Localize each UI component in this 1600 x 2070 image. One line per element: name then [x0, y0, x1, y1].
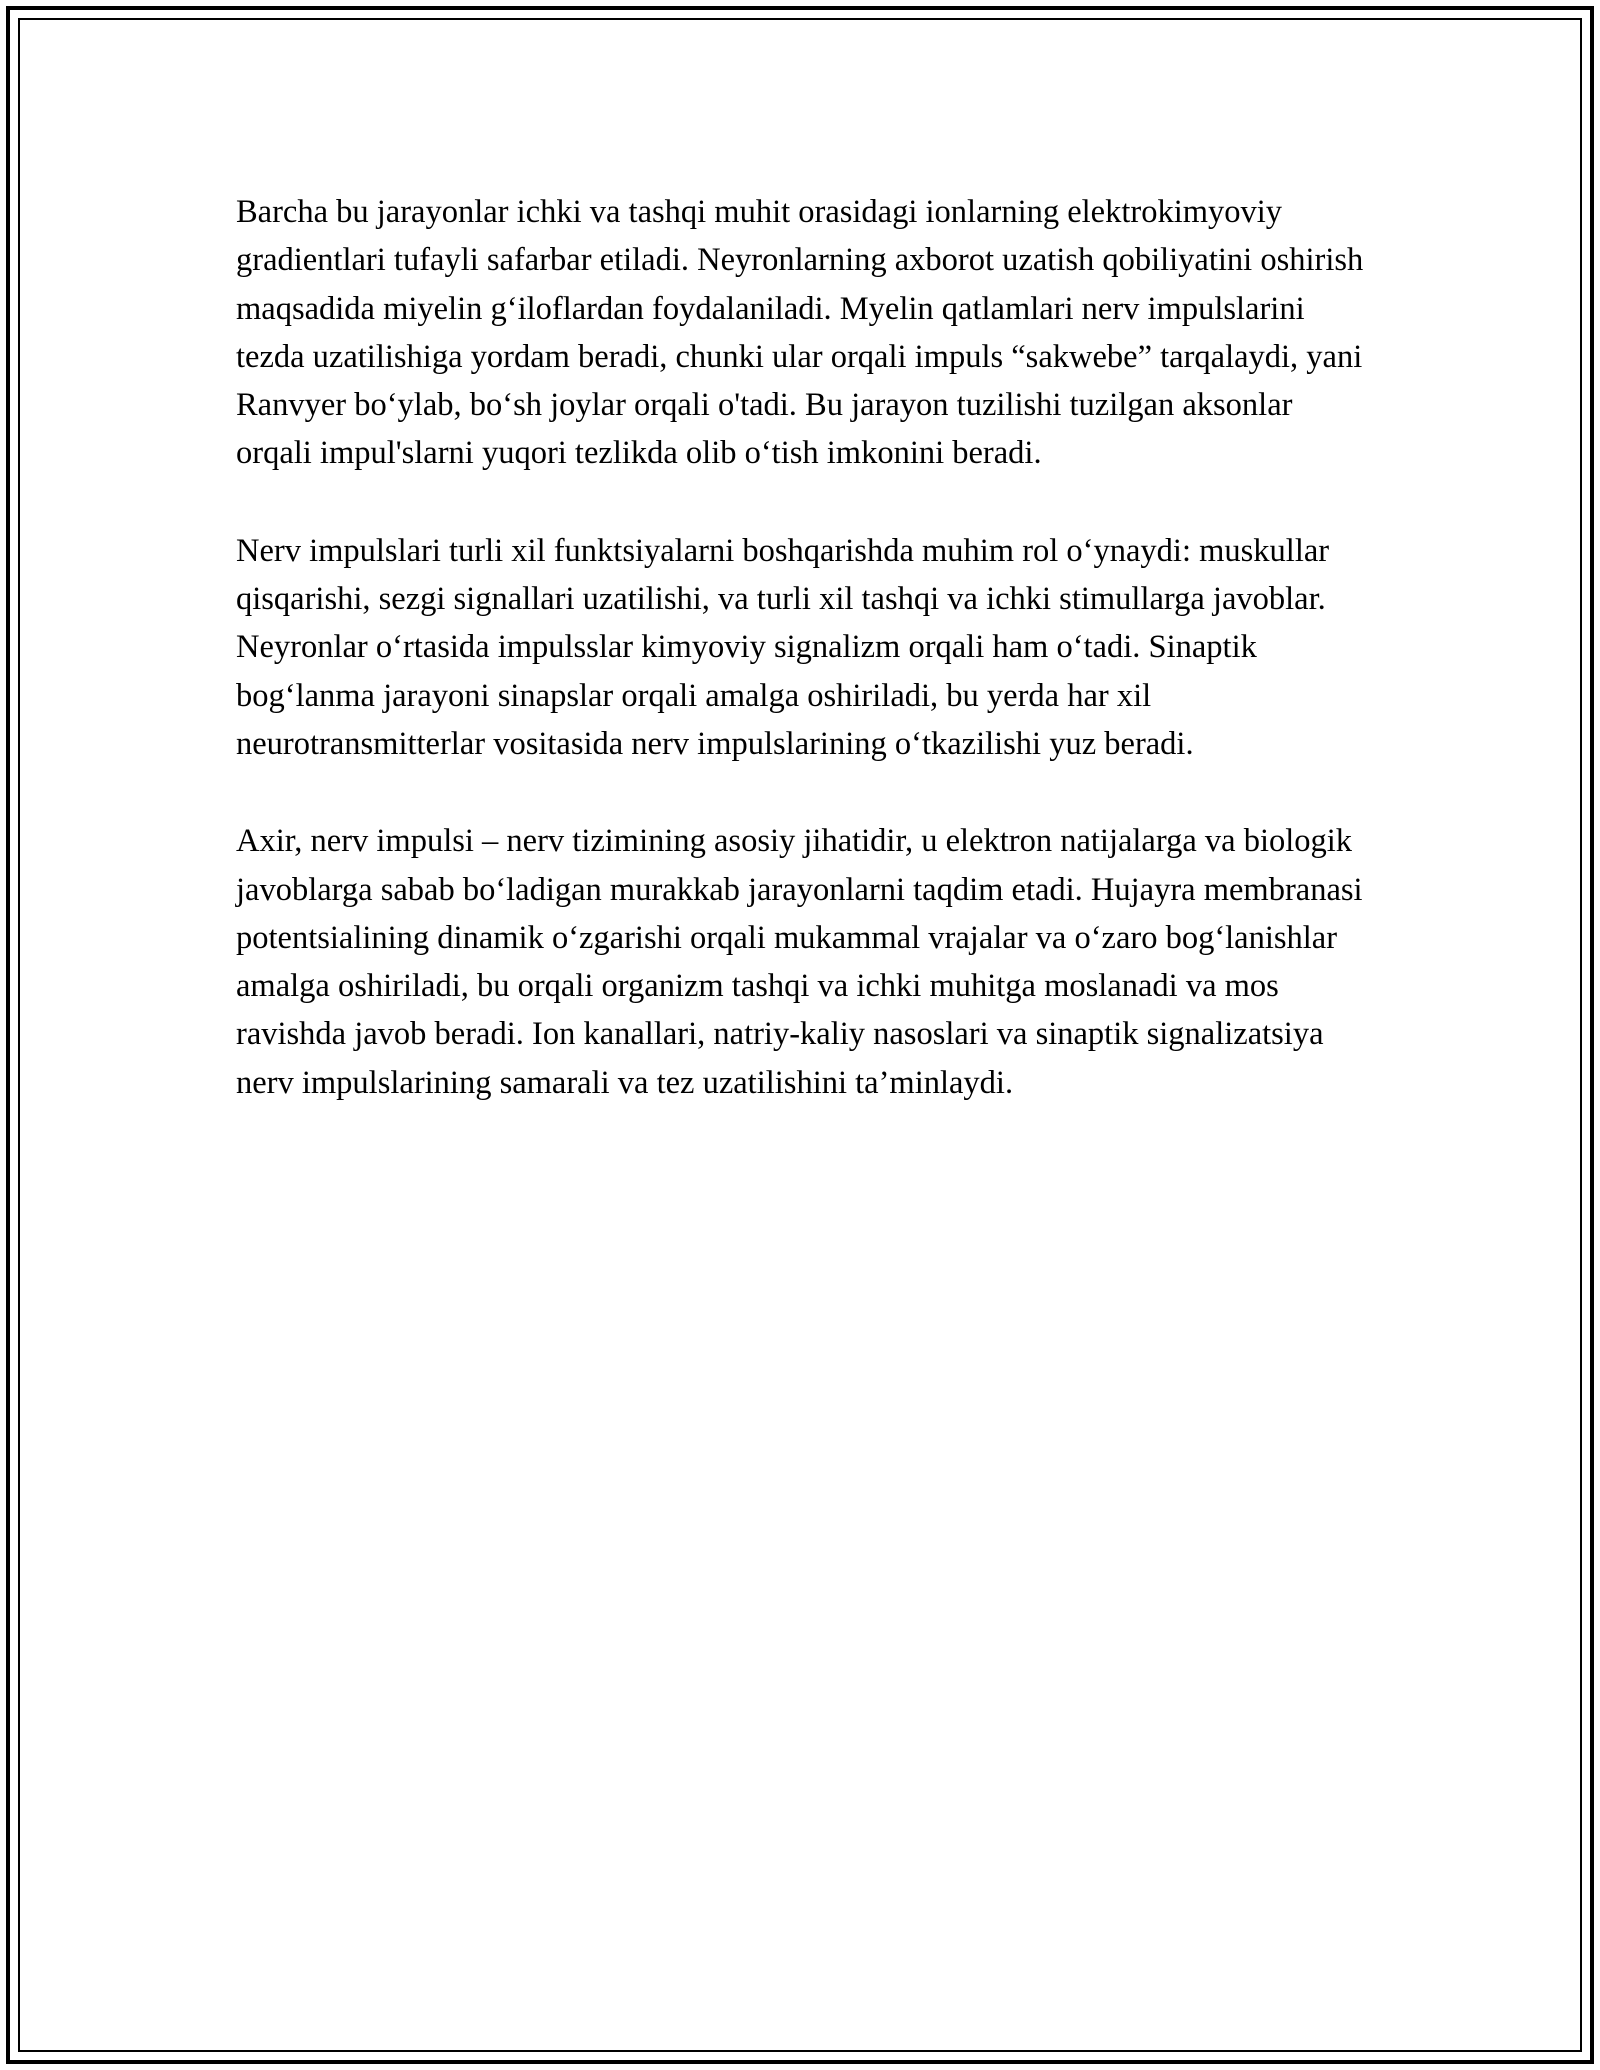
paragraph-3: Axir, nerv impulsi – nerv tizimining asosiy jihatidir, u elektron natijalarga va biologik javoblarga sabab bo‘ladigan murakkab jarayonlarni taqdim etadi. Hujayra membranasi potentsialining dinamik o‘zgarishi orqali mukammal vrajalar va o‘zaro bog‘lanishlar amalga oshiriladi, bu orqali organizm tashqi va ichki muhitga moslanadi va mos ravishda javob beradi. Ion kanallari, natriy-kaliy nasoslari va sinaptik signalizatsiya nerv impulslarining samarali va tez uzatilishini ta’minlaydi. [236, 823, 1363, 1101]
paragraph-2: Nerv impulslari turli xil funktsiyalarni boshqarishda muhim rol o‘ynaydi: muskullar qisqarishi, sezgi signallari uzatilishi, va turli xil tashqi va ichki stimullarga javoblar. Neyronlar o‘rtasida impulsslar kimyoviy signalizm orqali ham o‘tadi. Sinaptik bog‘lanma jarayoni sinapslar orqali amalga oshiriladi, bu yerda har xil neurotransmitterlar vositasida nerv impulslarining o‘tkazilishi yuz beradi. [236, 532, 1330, 762]
paragraph-1: Barcha bu jarayonlar ichki va tashqi muhit orasidagi ionlarning elektrokimyoviy gradientlari tufayli safarbar etiladi. Neyronlarning axborot uzatish qobiliyatini oshirish maqsadida miyelin g‘iloflardan foydalaniladi. Myelin qatlamlari nerv impulslarini tezda uzatilishiga yordam beradi, chunki ular orqali impuls “sakwebe” tarqalaydi, yani Ranvyer bo‘ylab, bo‘sh joylar orqali o'tadi. Bu jarayon tuzilishi tuzilgan aksonlar orqali impul'slarni yuqori tezlikda olib o‘tish imkonini beradi. [236, 194, 1364, 472]
document-body [236, 188, 1376, 1156]
